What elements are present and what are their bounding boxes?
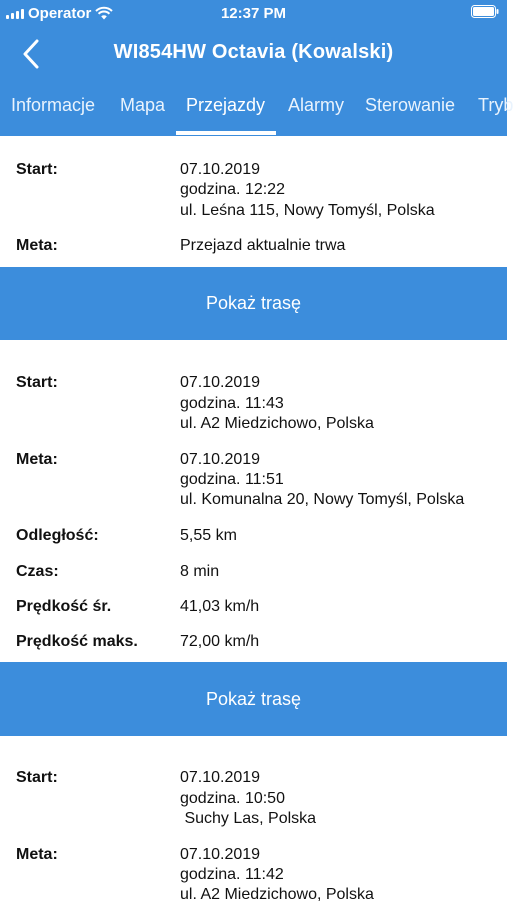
- meta-label: Meta:: [16, 237, 58, 254]
- start-time: godzina. 11:43: [180, 395, 284, 412]
- status-bar: [0, 0, 507, 28]
- trip-meta-row: [0, 845, 507, 903]
- meta-status: Przejazd aktualnie trwa: [180, 237, 346, 254]
- tab-tryb[interactable]: Tryb: [478, 95, 513, 115]
- trip-start-row: [0, 373, 507, 435]
- tab-informacje[interactable]: Informacje: [11, 95, 96, 115]
- avg-speed-value: 41,03 km/h: [180, 598, 260, 615]
- start-time: godzina. 10:50: [180, 790, 285, 807]
- battery-icon: [471, 5, 499, 22]
- trip-start-row: [0, 768, 507, 830]
- active-tab-indicator: [176, 131, 276, 135]
- start-address: ul. A2 Miedzichowo, Polska: [180, 415, 374, 432]
- start-date: 07.10.2019: [180, 374, 261, 391]
- show-route-button[interactable]: Pokaż trasę: [0, 267, 507, 340]
- tab-przejazdy[interactable]: Przejazdy: [186, 95, 266, 115]
- start-date: 07.10.2019: [180, 161, 261, 178]
- meta-time: godzina. 11:42: [180, 866, 284, 883]
- start-address: ul. Leśna 115, Nowy Tomyśl, Polska: [180, 202, 435, 219]
- tab-alarmy[interactable]: Alarmy: [288, 95, 345, 115]
- trip-meta-row: [0, 236, 507, 256]
- navigation-bar: [0, 28, 507, 80]
- start-date: 07.10.2019: [180, 769, 261, 786]
- meta-time: godzina. 11:51: [180, 471, 284, 488]
- meta-date: 07.10.2019: [180, 451, 261, 468]
- carrier-label: Operator: [28, 5, 92, 22]
- max-speed-value: 72,00 km/h: [180, 633, 260, 650]
- distance-value: 5,55 km: [180, 527, 237, 544]
- tab-sterowanie[interactable]: Sterowanie: [365, 95, 456, 115]
- start-label: Start:: [16, 769, 58, 786]
- duration-value: 8 min: [180, 563, 220, 580]
- start-address: Suchy Las, Polska: [180, 810, 317, 827]
- distance-row: [0, 526, 507, 546]
- start-label: Start:: [16, 374, 58, 391]
- trip-meta-row: [0, 450, 507, 512]
- tab-mapa[interactable]: Mapa: [120, 95, 166, 115]
- start-label: Start:: [16, 161, 58, 178]
- trip-start-row: [0, 160, 507, 230]
- duration-row: [0, 562, 507, 582]
- avg-speed-row: [0, 597, 507, 617]
- page-title: WI854HW Octavia (Kowalski): [113, 41, 394, 63]
- avg-speed-label: Prędkość śr.: [16, 598, 112, 615]
- app-header: [0, 0, 513, 136]
- meta-label: Meta:: [16, 846, 58, 863]
- max-speed-row: [0, 632, 507, 652]
- max-speed-label: Prędkość maks.: [16, 633, 138, 650]
- distance-label: Odległość:: [16, 527, 99, 544]
- meta-label: Meta:: [16, 451, 58, 468]
- meta-address: ul. Komunalna 20, Nowy Tomyśl, Polska: [180, 491, 465, 508]
- start-time: godzina. 12:22: [180, 181, 285, 198]
- show-route-button[interactable]: Pokaż trasę: [0, 662, 507, 736]
- meta-date: 07.10.2019: [180, 846, 261, 863]
- tab-bar: [0, 86, 513, 136]
- duration-label: Czas:: [16, 563, 59, 580]
- status-time: 12:37 PM: [220, 5, 287, 22]
- meta-address: ul. A2 Miedzichowo, Polska: [180, 886, 374, 903]
